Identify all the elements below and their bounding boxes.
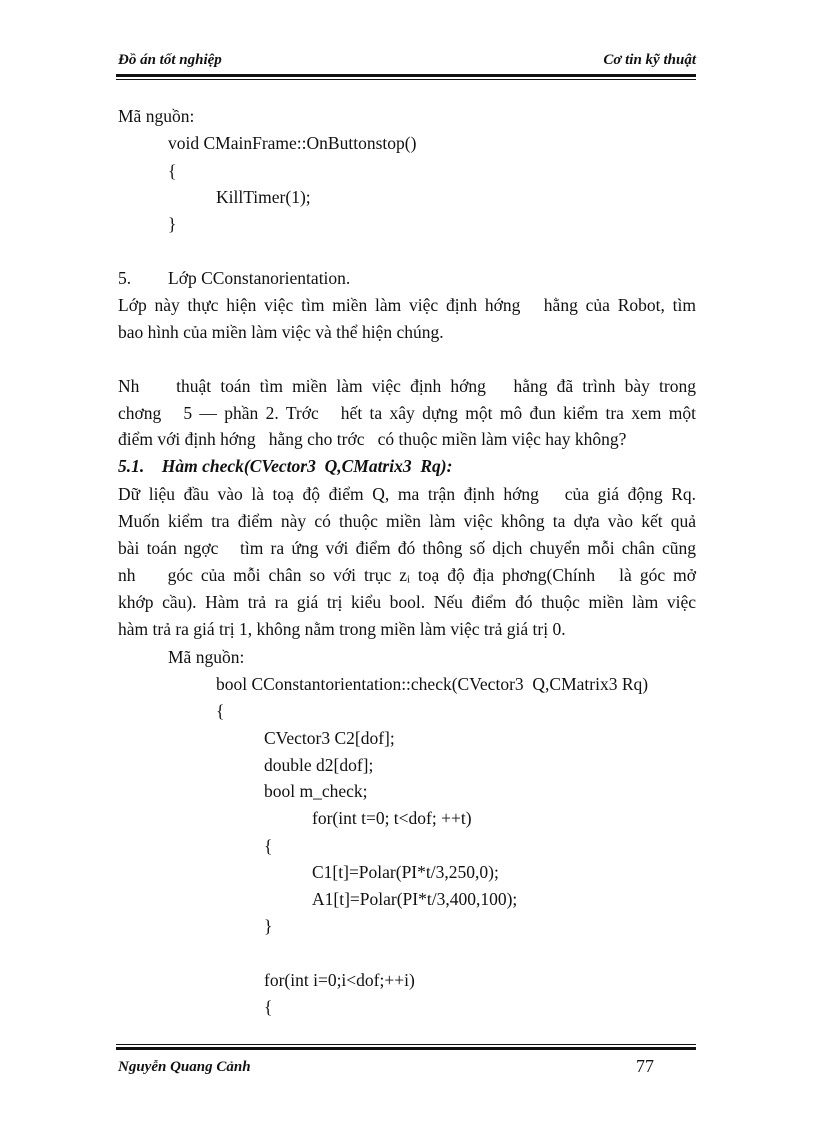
code-line: bool m_check; xyxy=(264,781,368,801)
paragraph-line: hàm trả ra giá trị 1, không nằm trong miền làm việc trả giá trị 0. xyxy=(118,619,566,639)
footer-rule-thick xyxy=(116,1047,696,1050)
paragraph-line: Dữ liệu đầu vào là toạ độ điểm Q, ma trận định hớng của giá động Rq. xyxy=(118,484,696,504)
paragraph-line: bao hình của miền làm việc và thể hiện chúng. xyxy=(118,322,444,342)
paragraph-line: Lớp này thực hiện việc tìm miền làm việc định hớng hằng của Robot, tìm xyxy=(118,295,696,315)
code-line: for(int t=0; t<dof; ++t) xyxy=(312,808,472,828)
code-line: C1[t]=Polar(PI*t/3,250,0); xyxy=(312,862,499,882)
header-rule-thin xyxy=(116,79,696,80)
paragraph-line: nh góc của mỗi chân so với trục zᵢ toạ độ địa phơng(Chính là góc mở xyxy=(118,565,696,585)
code-label: Mã nguồn: xyxy=(118,106,195,126)
code-line: { xyxy=(264,997,273,1017)
code-line: A1[t]=Polar(PI*t/3,400,100); xyxy=(312,889,518,909)
section-number: 5. xyxy=(118,268,132,288)
paragraph-line: bài toán ngợc tìm ra ứng với điểm đó thông số dịch chuyển mỗi chân cũng xyxy=(118,538,696,558)
header-title: Đồ án tốt nghiệp xyxy=(118,52,222,68)
header-subject: Cơ tin kỹ thuật xyxy=(603,52,696,68)
page-number: 77 xyxy=(636,1056,654,1076)
code-line: { xyxy=(168,161,177,181)
header-rule-thick xyxy=(116,74,696,77)
code-line: { xyxy=(216,701,225,721)
subsection-heading: 5.1. Hàm check(CVector3 Q,CMatrix3 Rq): xyxy=(118,456,453,476)
paragraph-line: Muốn kiểm tra điểm này có thuộc miền làm việc không ta dựa vào kết quả xyxy=(118,511,696,531)
code-line: bool CConstantorientation::check(CVector3 Q,CMatrix3 Rq) xyxy=(216,674,649,694)
paragraph-line: điểm với định hớng hằng cho trớc có thuộc miền làm việc hay không? xyxy=(118,429,627,449)
paragraph-line: chơng 5 — phần 2. Trớc hết ta xây dựng một mô đun kiểm tra xem một xyxy=(118,403,696,423)
section-title: Lớp CConstanorientation. xyxy=(168,268,351,288)
code-line: CVector3 C2[dof]; xyxy=(264,728,395,748)
footer-author: Nguyễn Quang Cảnh xyxy=(118,1059,251,1075)
code-line: double d2[dof]; xyxy=(264,755,374,775)
code-line: { xyxy=(264,836,273,856)
paragraph-line: khớp cầu). Hàm trả ra giá trị kiểu bool. Nếu điểm đó thuộc miền làm việc xyxy=(118,592,696,612)
code-line: for(int i=0;i<dof;++i) xyxy=(264,970,415,990)
code-line: } xyxy=(264,916,273,936)
footer-rule-thin xyxy=(116,1044,696,1045)
code-line: } xyxy=(168,214,177,234)
code-line: void CMainFrame::OnButtonstop() xyxy=(168,133,417,153)
code-line: KillTimer(1); xyxy=(216,187,311,207)
code-label: Mã nguồn: xyxy=(168,647,245,667)
paragraph-line: Nh thuật toán tìm miền làm việc định hớng hằng đã trình bày trong xyxy=(118,376,696,396)
